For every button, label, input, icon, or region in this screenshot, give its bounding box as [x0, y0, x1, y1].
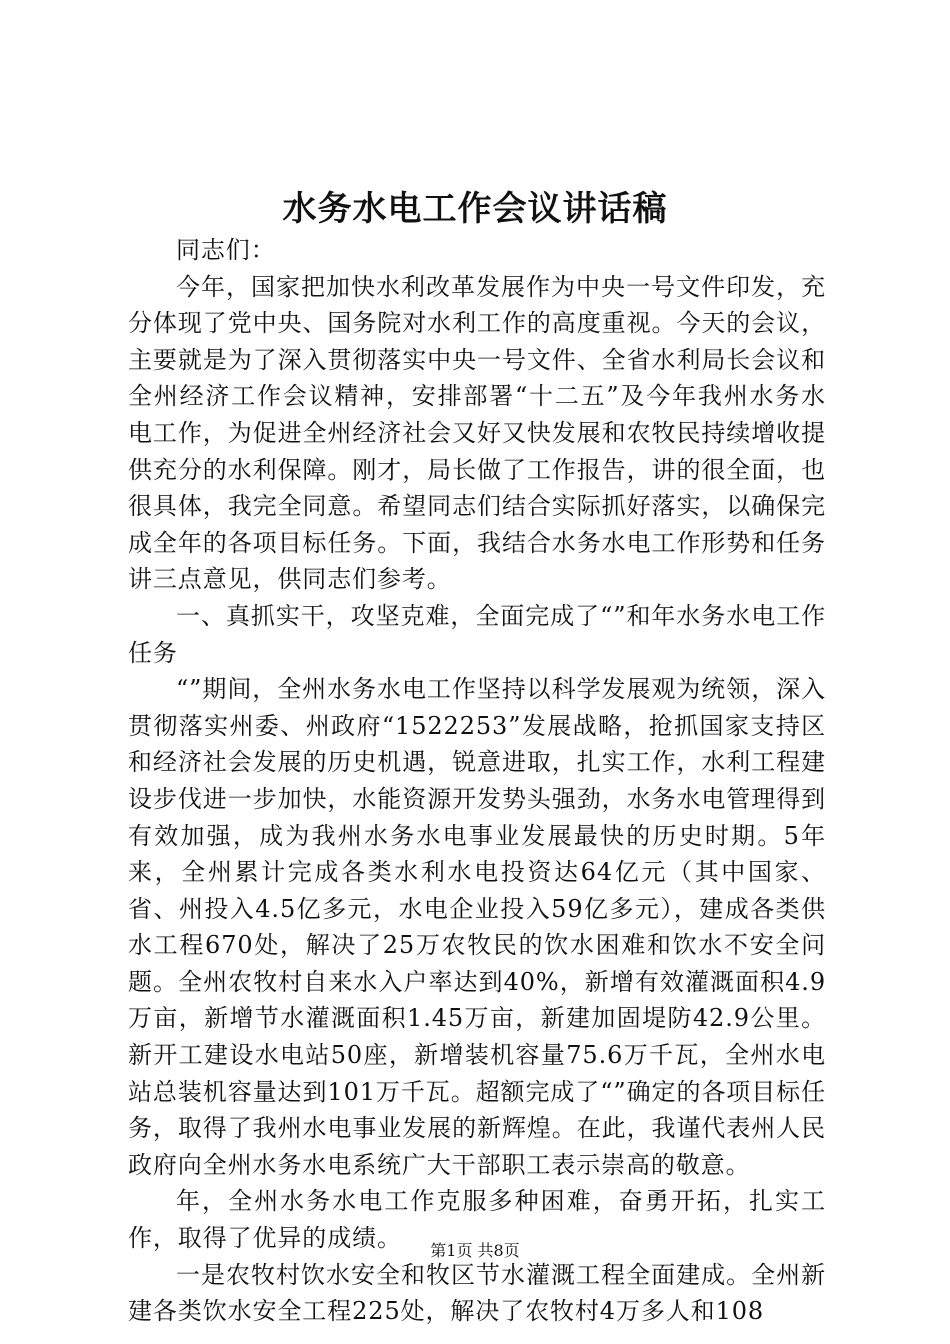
document-body	[128, 232, 826, 1330]
body-paragraph: “”期间，全州水务水电工作坚持以科学发展观为统领，深入贯彻落实州委、州政府“1522253”发展战略，抢抓国家支持区和经济社会发展的历史机遇，锐意进取，扎实工作，水利工程建设步伐进一步加快，水能资源开发势头强劲，水务水电管理得到有效加强，成为我州水务水电事业发展最快的历史时期。5年来，全州累计完成各类水利水电投资达64亿元（其中国家、省、州投入4.5亿多元，水电企业投入59亿多元），建成各类供水工程670处，解决了25万农牧民的饮水困难和饮水不安全问题。全州农牧村自来水入户率达到40%，新增有效灌溉面积4.9万亩，新增节水灌溉面积1.45万亩，新建加固堤防42.9公里。新开工建设水电站50座，新增装机容量75.6万千瓦，全州水电站总装机容量达到101万千瓦。超额完成了“”确定的各项目标任务，取得了我州水电事业发展的新辉煌。在此，我谨代表州人民政府向全州水务水电系统广大干部职工表示崇高的敬意。	[128, 675, 826, 1179]
body-paragraph: 今年，国家把加快水利改革发展作为中央一号文件印发，充分体现了党中央、国务院对水利工作的高度重视。今天的会议，主要就是为了深入贯彻落实中央一号文件、全省水利局长会议和全州经济工作会议精神，安排部署“十二五”及今年我州水务水电工作，为促进全州经济社会又好又快发展和农牧民持续增收提供充分的水利保障。刚才，局长做了工作报告，讲的很全面，也很具体，我完全同意。希望同志们结合实际抓好落实，以确保完成全年的各项目标任务。下面，我结合水务水电工作形势和任务讲三点意见，供同志们参考。	[128, 272, 826, 594]
document-title: 水务水电工作会议讲话稿	[282, 189, 668, 229]
body-paragraph: 年，全州水务水电工作克服多种困难，奋勇开拓，扎实工作，取得了优异的成绩。	[128, 1187, 826, 1253]
page-footer: 第1页 共8页	[430, 1241, 520, 1260]
salutation-paragraph: 同志们：	[176, 236, 276, 264]
section-heading-paragraph: 一、真抓实干，攻坚克难，全面完成了“”和年水务水电工作任务	[128, 601, 826, 667]
body-paragraph: 一是农牧村饮水安全和牧区节水灌溉工程全面建成。全州新建各类饮水安全工程225处，解决了农牧村4万多人和108	[128, 1260, 826, 1326]
